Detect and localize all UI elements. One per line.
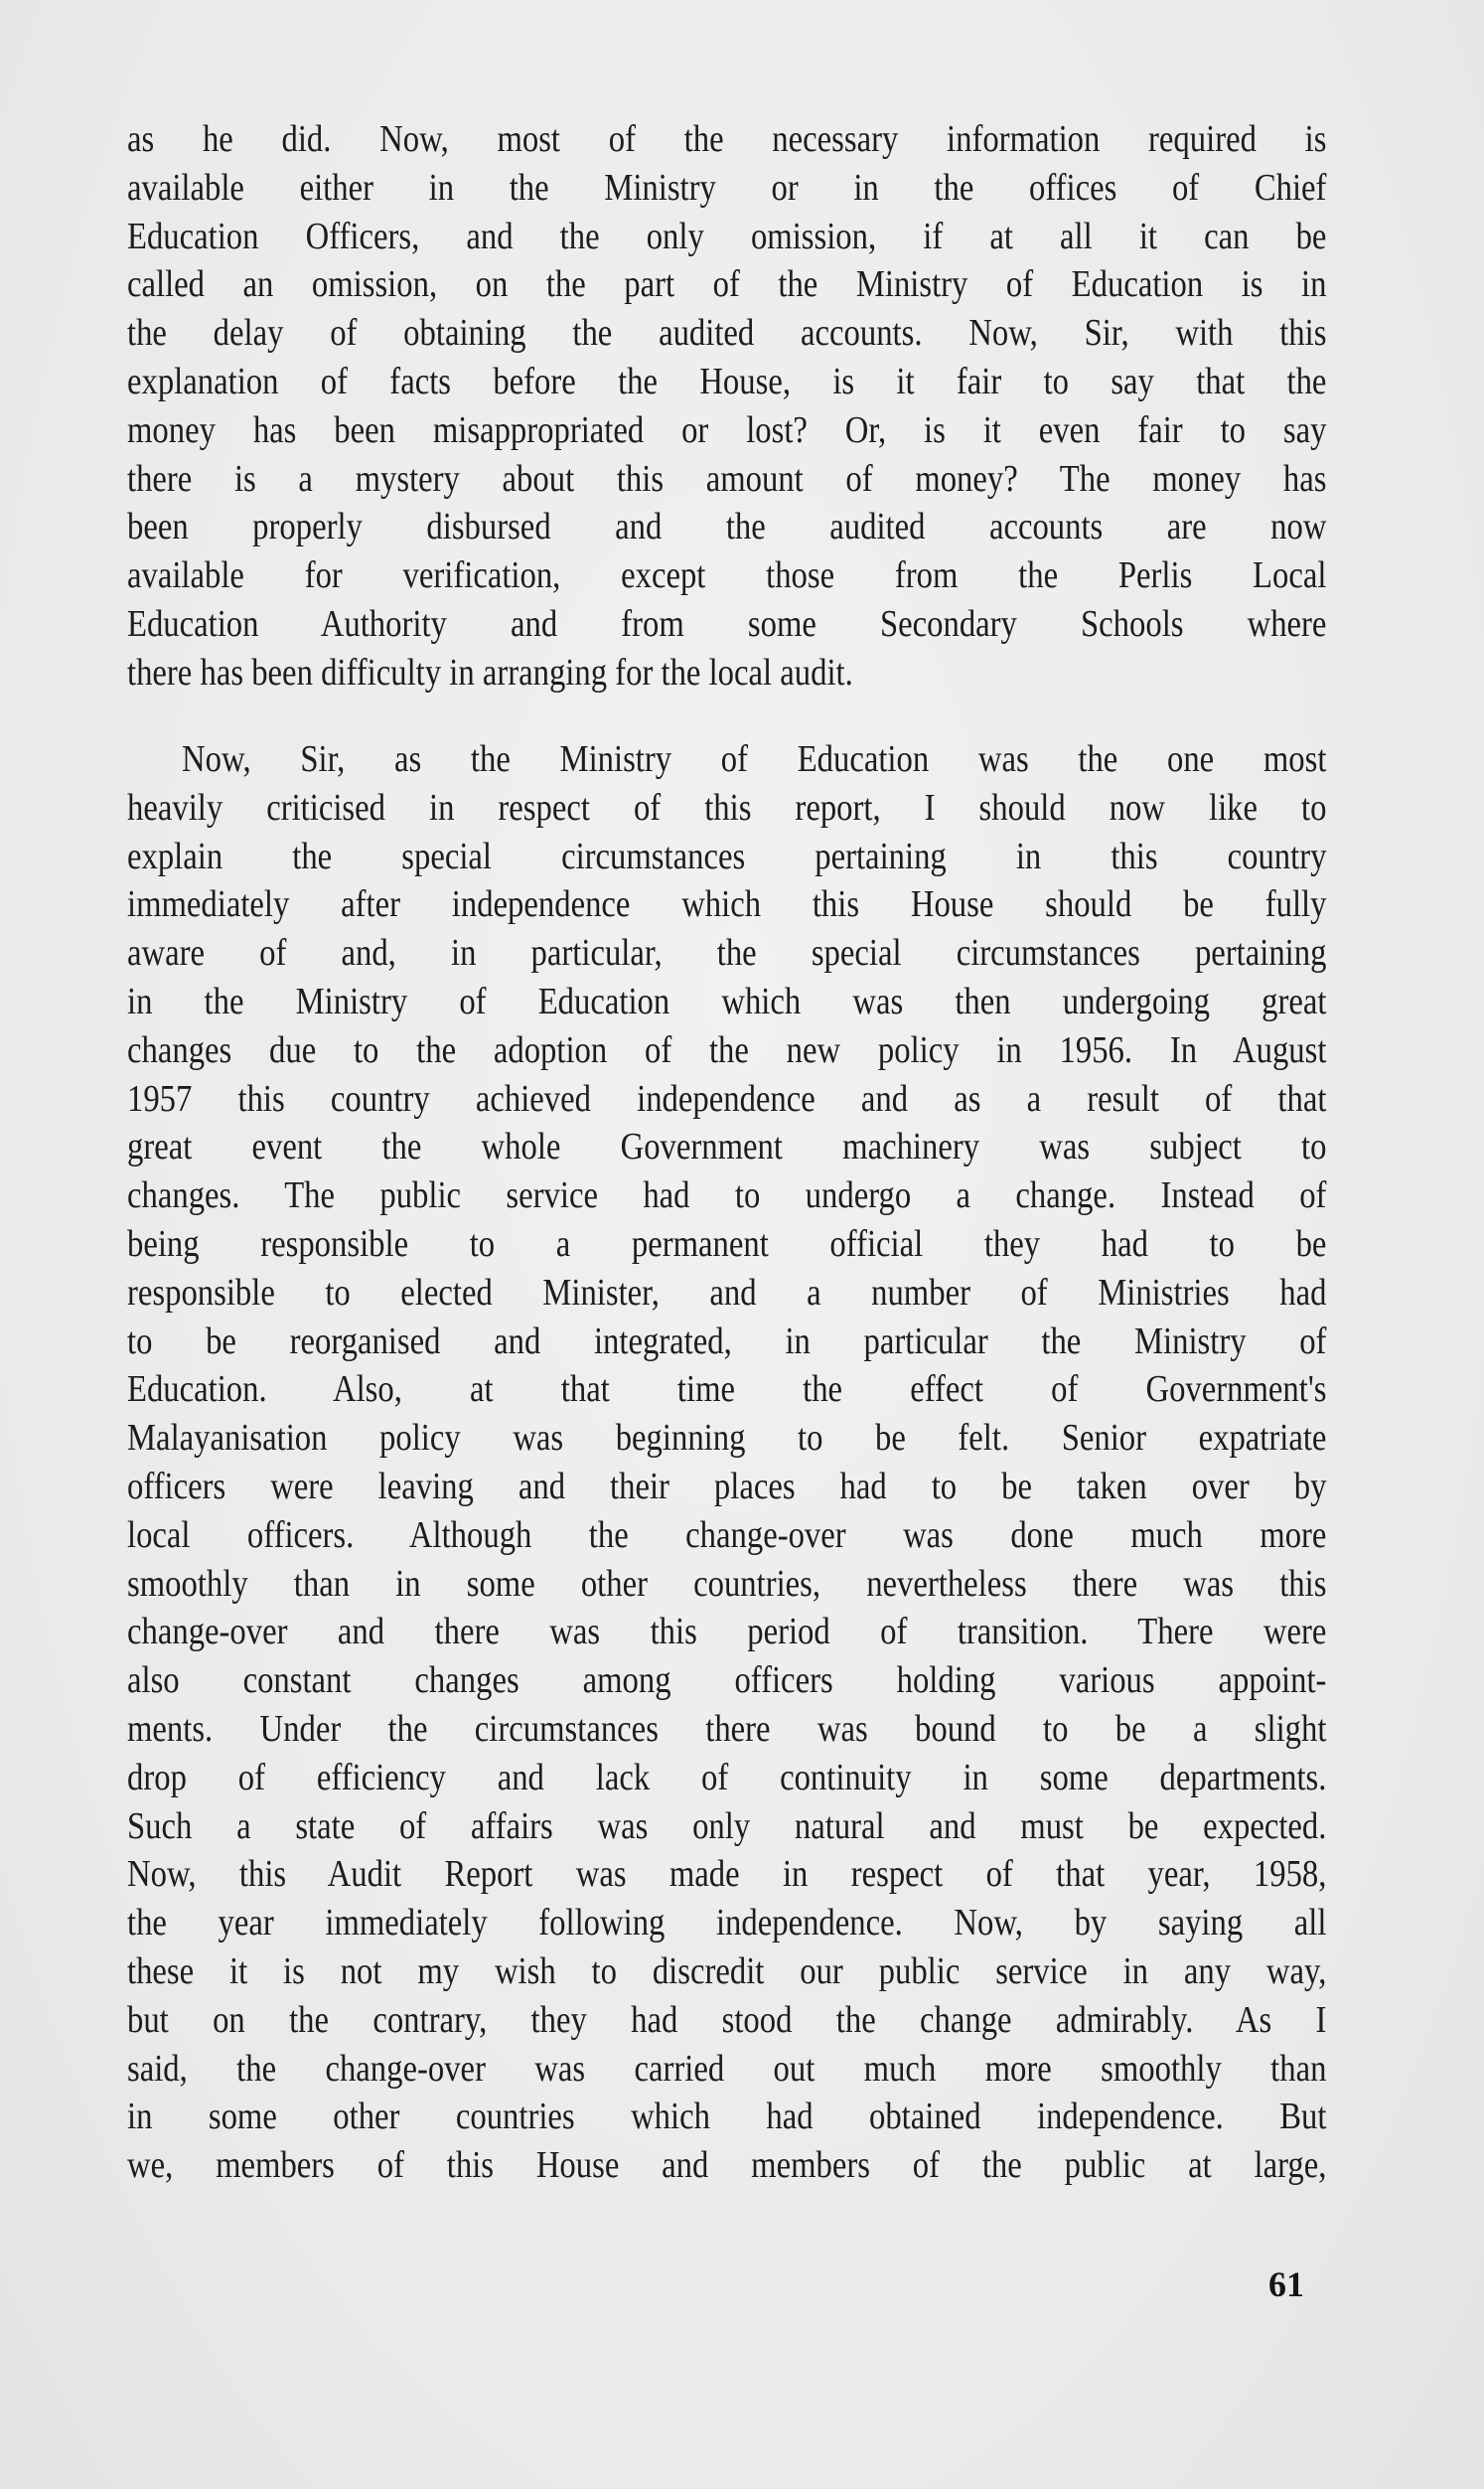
text-line: but on the contrary, they had stood the change admirably. As I [127,1998,1327,2041]
text-line: officers were leaving and their places had to be taken over by [127,1465,1327,1507]
text-line: called an omission, on the part of the Ministry of Education is in [127,263,1327,306]
text-line: local officers. Although the change-over was done much more [127,1513,1327,1556]
page-number: 61 [1268,2264,1304,2304]
text-line: Education Authority and from some Secondary Schools where [127,602,1327,645]
text-line: Now, Sir, as the Ministry of Education was the one most [182,738,1327,780]
text-line: also constant changes among officers holding various appoint- [127,1659,1327,1702]
text-line: as he did. Now, most of the necessary information required is [127,118,1327,160]
text-line: said, the change-over was carried out much more smoothly than [127,2047,1327,2090]
text-line: in some other countries which had obtained independence. But [127,2096,1327,2138]
text-line: changes due to the adoption of the new policy in 1956. In August [127,1028,1327,1071]
text-line: these it is not my wish to discredit our public service in any way, [127,1949,1327,1992]
text-line: been properly disbursed and the audited accounts are now [127,506,1327,548]
text-line: being responsible to a permanent official they had to be [127,1222,1327,1265]
text-line: money has been misappropriated or lost? Or, is it even fair to say [127,408,1327,451]
text-line: immediately after independence which this House should be fully [127,883,1327,926]
text-line: drop of efficiency and lack of continuity in some departments. [127,1756,1327,1798]
paragraph-1 [127,115,1327,698]
text-line: 1957 this country achieved independence and as a result of that [127,1077,1327,1120]
text-line: change-over and there was this period of transition. There were [127,1611,1327,1653]
text-line: Malayanisation policy was beginning to be felt. Senior expatriate [127,1417,1327,1460]
text-line: smoothly than in some other countries, nevertheless there was this [127,1562,1327,1605]
text-line: Education Officers, and the only omission, if at all it can be [127,215,1327,257]
text-line: we, members of this House and members of the public at large, [127,2144,1327,2187]
paragraph-2 [127,735,1327,2190]
text-line: responsible to elected Minister, and a number of Ministries had [127,1271,1327,1314]
text-line: aware of and, in particular, the special circumstances pertaining [127,932,1327,975]
text-line: there has been difficulty in arranging for the local audit. [127,651,853,694]
text-line: great event the whole Government machinery was subject to [127,1126,1327,1168]
text-line: in the Ministry of Education which was then undergoing great [127,980,1327,1022]
text-line: available either in the Ministry or in the offices of Chief [127,166,1327,209]
text-line: to be reorganised and integrated, in particular the Ministry of [127,1320,1327,1362]
text-line: changes. The public service had to undergo a change. Instead of [127,1174,1327,1217]
text-line: the year immediately following independence. Now, by saying all [127,1902,1327,1945]
text-line: the delay of obtaining the audited accounts. Now, Sir, with this [127,312,1327,355]
text-line: Education. Also, at that time the effect of Government's [127,1368,1327,1411]
text-line: heavily criticised in respect of this report, I should now like to [127,786,1327,829]
text-line: there is a mystery about this amount of money? The money has [127,457,1327,500]
text-line: explanation of facts before the House, is it fair to say that the [127,360,1327,402]
text-line: available for verification, except those from the Perlis Local [127,554,1327,597]
text-line: Such a state of affairs was only natural and must be expected. [127,1804,1327,1847]
text-line: explain the special circumstances pertaining in this country [127,835,1327,877]
text-line: ments. Under the circumstances there was bound to be a slight [127,1707,1327,1750]
text-line: Now, this Audit Report was made in respect of that year, 1958, [127,1853,1327,1896]
